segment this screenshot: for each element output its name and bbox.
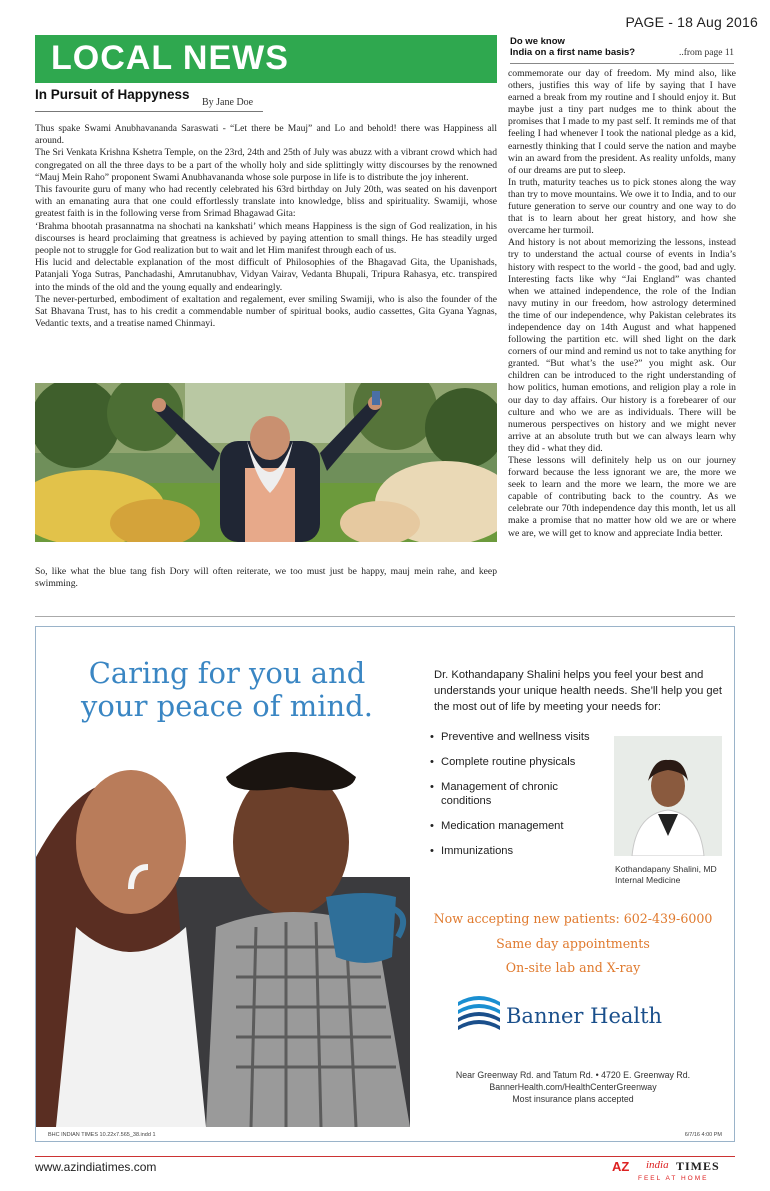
sidebar-headline <box>510 36 635 58</box>
website-line[interactable]: BannerHealth.com/HealthCenterGreenway <box>489 1082 657 1092</box>
sidebar-paragraph: These lessons will definitely help us on our journey forward because the less ignorant we are, the more we seek to learn and the more we learn, the more we are capable of contributing back to the country. As we celebrate our 70th independence day this month, let us all make a promise that no matter how old we are or where we are, we will get to know and appreciate India better. <box>508 455 736 539</box>
byline-divider <box>35 111 263 112</box>
article-paragraph: His lucid and delectable explanation of the most difficult of Philosophies of the Bhagavad Gita, the Upanishads, Patanjali Yoga Sutras, Panchadashi, Amrutanubhav, Vidyan Vairav, Vedanta Bhupali, Tripura Rahasya, etc. transpired into the minds of the old and the young equally and endearingly. <box>35 257 497 293</box>
ad-headline: Caring for you and your peace of mind. <box>81 656 373 723</box>
article-body <box>35 123 497 330</box>
footer-url[interactable]: www.azindiatimes.com <box>35 1160 157 1174</box>
ad-cta <box>410 907 736 981</box>
continued-from-label: ..from page 11 <box>678 48 734 58</box>
print-slug-left: BHC INDIAN TIMES 10.22x7.565_38.indd 1 <box>48 1132 156 1138</box>
doctor-name: Kothandapany Shalini, MD <box>615 864 717 874</box>
article-paragraph: The never-perturbed, embodiment of exaltation and regalement, ever smiling Swamiji, who is also the founder of the Sat Bhavana Trust, has to his credit a commendable number of spiritual books, audio cassettes, Gita Gyana Yagnas, Vedantic texts, and a treatise named Chinmayi. <box>35 293 497 330</box>
doctor-specialty: Internal Medicine <box>615 875 681 885</box>
article-headline: In Pursuit of Happyness <box>35 87 190 102</box>
section-banner <box>35 35 497 83</box>
article-paragraph: This favourite guru of many who had recently celebrated his 63rd birthday on July 20th, was seated on his davenport with an emanating aura that one could effortlessly translate into knowledge, bliss and spirituality. Swamiji, whose greatest faith is in the following verse from Srimad Bhagawad Gita: <box>35 184 497 220</box>
article-paragraph: ‘Brahma bhootah prasannatma na shochati na kankshati’ which means Happiness is the sign of God realization, in his discourses is heard proclaiming that greatness is achieved by paying attention to small things. He has steadily urged people not to struggle for God realization but to wait and let Him manifest through each of us. <box>35 220 497 257</box>
logo-times: TIMES <box>676 1159 720 1173</box>
service-item: • Medication management <box>430 820 608 834</box>
banner-health-logo <box>456 992 706 1048</box>
article-paragraph: The Sri Venkata Krishna Kshetra Temple, on the 23rd, 24th and 25th of July was abuzz with a vibrant crowd which had congregated on all the three days to be a part of the wholly holy and side splittingly witty discourses by the renowned “Mauj Mein Raho” proponent Swami Anubhavananda whose sole purpose in life is to distribute the joy inherent. <box>35 147 497 183</box>
address-line: Near Greenway Rd. and Tatum Rd. • 4720 E. Greenway Rd. <box>455 1070 691 1080</box>
service-item: • Management of chronic conditions <box>430 781 608 808</box>
sidebar-kicker: Do we know <box>510 36 565 47</box>
az-india-times-logo <box>612 1159 732 1187</box>
article-photo <box>35 383 497 542</box>
article-byline: By Jane Doe <box>202 97 254 108</box>
logo-india: india <box>646 1159 669 1171</box>
sidebar-divider <box>510 63 734 64</box>
cta-line: Same day appointments <box>496 935 650 951</box>
footer-divider <box>35 1156 735 1157</box>
sidebar-paragraph: And history is not about memorizing the lessons, instead try to understand the actual course of events in India’s history with respect to the world - the good, bad and ugly. Interesting facts like why “Jai England” was chanted when we attained independence, the role of the Indian navy mutiny in our freedom, how astrology determined the time of our independence, why Pakistan celebrates its independence day on 14th August and what happened following the partition etc. will shed light on the dark corners of our mind and remind us not to take anything for granted. “But what’s the use?” you might ask. Our children can be introduced to the right understanding of how politics, human emotions, and religion play a role in our day to day affairs. Our history is a forebearer of our culture and who we are as individuals. There will be numerous perspectives on history and we might never arrive at an absolute truth but we can always learn why they did - what they did. <box>508 237 736 454</box>
insurance-line: Most insurance plans accepted <box>512 1094 634 1104</box>
logo-tagline: FEEL AT HOME <box>638 1175 709 1182</box>
cta-line: Now accepting new patients: 602-439-6000 <box>433 911 713 926</box>
doctor-photo <box>614 736 722 856</box>
ad-intro: Dr. Kothandapany Shalini helps you feel your best and understands your unique health needs. She’ll help you get the most out of life by meeting your needs for: <box>434 669 722 713</box>
logo-az: AZ <box>612 1159 630 1174</box>
article-paragraph: Thus spake Swami Anubhavananda Saraswati - “Let there be Mauj” and Lo and behold! there was Happiness all around. <box>35 123 497 147</box>
services-list <box>430 731 608 870</box>
banner-health-wave-icon <box>456 992 502 1038</box>
doctor-caption <box>615 864 717 886</box>
cta-line: On-site lab and X-ray <box>505 960 641 975</box>
section-divider <box>35 616 735 617</box>
article-closing: So, like what the blue tang fish Dory will often reiterate, we too must just be happy, mauj mein rahe, and keep swimming. <box>35 566 497 590</box>
service-item: • Immunizations <box>430 845 608 859</box>
health-advertisement <box>35 626 735 1142</box>
sidebar-paragraph: commemorate our day of freedom. My mind also, like others, justifies this way of life by saying that I have earned a break from my routine and I should enjoy it. But maybe just a tiny part nudges me to think about the promises that I made to my past self. It reminds me of that feeling I had whenever I took the national pledge as a kid, earnestly thinking that I could serve the nation and maybe win an award from the president. As reality unfolds, many of our dreams are put to sleep. <box>508 68 736 176</box>
sidebar-body <box>508 68 736 540</box>
service-item: • Preventive and wellness visits <box>430 731 608 745</box>
service-item: • Complete routine physicals <box>430 756 608 770</box>
ad-address <box>410 1069 736 1105</box>
print-slug-right: 6/7/16 4:00 PM <box>684 1132 722 1138</box>
section-title: LOCAL NEWS <box>51 39 289 77</box>
banner-health-wordmark: Banner Health <box>506 1004 663 1028</box>
sidebar-title: India on a first name basis? <box>510 47 636 58</box>
page-label: PAGE - 18 Aug 2016 <box>625 14 758 30</box>
sidebar-paragraph: In truth, maturity teaches us to pick stones along the way than try to move mountains. We owe it to India, and to our future generation to serve our country and one way to do that is to learn about her great history, and how she overcame her turmoil. <box>508 176 736 237</box>
